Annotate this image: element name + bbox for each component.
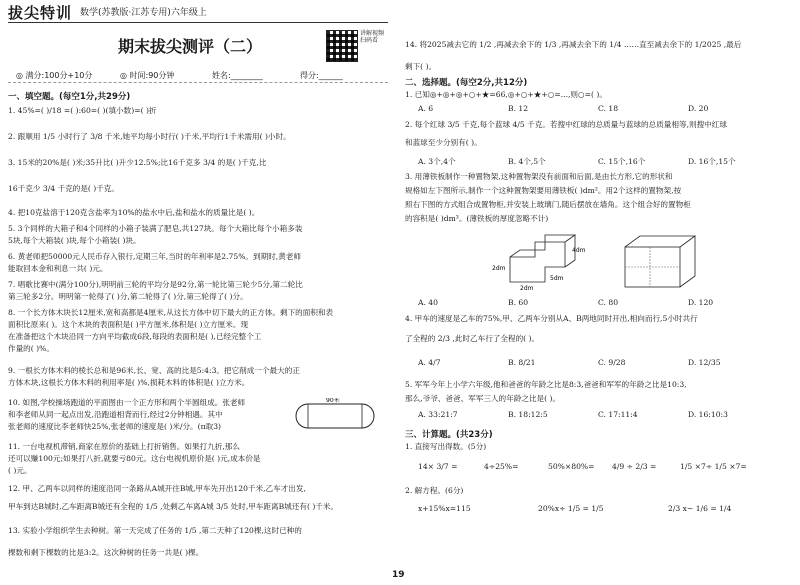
- page-number: 19: [392, 570, 405, 580]
- question-8c: 在准备把这个木块沿同一方向平均截成6段,每段的表面积是( ),已经完整个工: [8, 332, 262, 341]
- choice-2-b[interactable]: B. 4个,5个: [508, 157, 546, 166]
- question-12b: 甲车到达B城时,乙车距离B城还有全程的 1/5 ,处剩乙车离A城 3/5 处时,甲车距离B城还有( )千米。: [8, 502, 339, 511]
- question-8b: 面积比原来( )。这个木块的表面积是( )平方厘米,体积是( )立方厘米。现: [8, 320, 249, 329]
- choice-1-c[interactable]: C. 18: [598, 104, 619, 113]
- calc-1-item-2[interactable]: 4÷25%=: [484, 462, 519, 471]
- choice-3b: 规格如左下图所示,制作一个这种置物架要用薄铁板( )dm²。用2个这样的置物架,按: [405, 186, 682, 195]
- fig-label-2: 4dm: [572, 247, 586, 254]
- choice-5-a[interactable]: A. 33:21:7: [418, 410, 458, 419]
- equation-3[interactable]: 2/3 x− 1/6 = 1/4: [668, 504, 732, 513]
- question-4: 4. 把10克盐溶于120克含盐率为10%的盐水中后,盐和盐水的质量比是( )。: [8, 208, 260, 217]
- fig-label-4: 5dm: [550, 275, 564, 282]
- calc-2-title: 2. 解方程。(6分): [405, 486, 464, 495]
- question-11b: 还可以赚100元;如果打八折,就要亏80元。这台电视机原价是( )元,成本价是: [8, 454, 261, 463]
- brand-logo: 拔尖特训: [8, 4, 73, 22]
- choice-4b: 了全程的 2/3 ,此时乙车行了全程的( )。: [405, 334, 540, 343]
- choice-3-d[interactable]: D. 120: [688, 298, 714, 307]
- time-info: ◎ 时间:90分钟: [120, 71, 175, 80]
- choice-2b: 和蓝球至少分别有( )。: [405, 138, 482, 147]
- calc-1-item-4[interactable]: 4/9 ÷ 2/3 =: [612, 462, 657, 471]
- question-12a: 12. 甲、乙两车以同样的速度沿同一条路从A城开往B城,甲车先开出120千米,乙车才出发,: [8, 484, 306, 493]
- choice-5b: 那么,爷爷、爸爸、军军三人的年龄之比是( )。: [405, 394, 561, 403]
- qr-label: 讲解视频 扫码看: [360, 30, 385, 44]
- fig-label-1: 2dm: [492, 265, 506, 272]
- choice-5-c[interactable]: C. 17:11:4: [598, 410, 638, 419]
- question-8d: 作量的( )%。: [8, 344, 54, 353]
- choice-1: 1. 已知◎+◎+◎+○+★=66,◎+○+★+○=...,则○=( )。: [405, 90, 607, 99]
- question-13b: 棵数和剩下棵数的比是3:2。这次种树的任务一共是( )棵。: [8, 548, 204, 557]
- question-14a: 14. 将2025减去它的 1/2 ,再减去余下的 1/3 ,再减去余下的 1/4 ……直至减去余下的 1/2025 ,最后: [405, 40, 742, 49]
- choice-4a: 4. 甲车的速度是乙车的75%,甲、乙两车分别从A、B两地同时开出,相向而行,5小时共行: [405, 314, 698, 323]
- question-8a: 8. 一个长方体木块长12厘米,宽和高都是4厘米,从这长方体中切下最大的正方体。剩下的面积和表: [8, 308, 334, 317]
- choice-1-d[interactable]: D. 20: [688, 104, 709, 113]
- track-length-label: 90米: [326, 398, 340, 404]
- header-divider: [8, 22, 388, 23]
- calc-1-item-1[interactable]: 14× 3/7 =: [418, 462, 458, 471]
- choice-3-b[interactable]: B. 60: [508, 298, 529, 307]
- question-3b: 16千克少 3/4 千克的是( )千克。: [8, 184, 119, 193]
- question-5a: 5. 3个同样的大箱子和4个同样的小箱子装满了肥皂,共127块。每个大箱比每个小箱多装: [8, 224, 303, 233]
- choice-2-d[interactable]: D. 16个,15个: [688, 157, 736, 166]
- choice-1-a[interactable]: A. 6: [418, 104, 434, 113]
- question-6a: 6. 黄老师把50000元人民币存入银行,定期三年,当时的年利率是2.75%。到期时,黄老师: [8, 252, 301, 261]
- equation-2[interactable]: 20%x÷ 1/5 = 1/5: [538, 504, 604, 513]
- choice-1-b[interactable]: B. 12: [508, 104, 529, 113]
- page-title: 期末拔尖测评（二）: [118, 37, 263, 56]
- score-field[interactable]: 得分:______: [300, 71, 343, 80]
- section-calc: 三、计算题。(共23分): [405, 430, 493, 440]
- equation-1[interactable]: x+15%x=115: [418, 504, 471, 513]
- question-13a: 13. 实验小学组织学生去种树。第一天完成了任务的 1/5 ,第二天种了120棵,这时已种的: [8, 526, 302, 535]
- section-fill-blank: 一、填空题。(每空1分,共29分): [8, 92, 131, 102]
- calc-1-item-3[interactable]: 50%×80%=: [548, 462, 595, 471]
- choice-3a: 3. 用薄铁板制作一种置物架,这种置物架没有前面和后面,是由长方形,它的形状和: [405, 172, 673, 181]
- question-1: 1. 45%=( )/18 =( ):60=( )(填小数)=( )折: [8, 106, 157, 115]
- question-3a: 3. 15米的20%是( )米;35升比( )升少12.5%;比16千克多 3/4 的是( )千克,比: [8, 158, 267, 167]
- choice-3-a[interactable]: A. 40: [418, 298, 438, 307]
- choice-2-c[interactable]: C. 15个,16个: [598, 157, 646, 166]
- name-field[interactable]: 姓名:________: [212, 71, 263, 80]
- section-choice: 二、选择题。(每空2分,共12分): [405, 78, 528, 88]
- fig-label-3: 2dm: [520, 285, 534, 292]
- question-10a: 10. 如图,学校操场跑道的平面图由一个正方形和两个半圆组成。张老师: [8, 398, 246, 407]
- choice-4-d[interactable]: D. 12/35: [688, 358, 721, 367]
- question-5b: 5块,每个大箱装( )块,每个小箱装( )块。: [8, 236, 141, 245]
- choice-2a: 2. 每个红球 3/5 千克,每个蓝球 4/5 千克。若搜中红球的总质量与蓝球的总质量相等,则搜中红球: [405, 120, 727, 129]
- question-11c: ( )元。: [8, 466, 32, 475]
- choice-4-b[interactable]: B. 8/21: [508, 358, 536, 367]
- calc-1-title: 1. 直接写出得数。(5分): [405, 442, 487, 451]
- subject-label: 数学(苏教版·江苏专用)六年级上: [80, 8, 207, 18]
- choice-4-a[interactable]: A. 4/7: [418, 358, 441, 367]
- choice-5-d[interactable]: D. 16:10:3: [688, 410, 728, 419]
- calc-1-item-5[interactable]: 1/5 ×7÷ 1/5 ×7=: [680, 462, 747, 471]
- track-diagram: [290, 398, 380, 434]
- cabinet-figure: [620, 232, 700, 292]
- question-9b: 方体木块,这根长方体木料的利用率是( )%,损耗木料的体积是( )立方米。: [8, 378, 250, 387]
- choice-3c: 照右下图的方式组合成置物柜,并安装上玻璃门,随后摆放在墙角。这个组合好的置物柜: [405, 200, 691, 209]
- choice-3d: 的容积是( )dm³。(薄铁板的厚度忽略不计): [405, 214, 549, 223]
- question-9a: 9. 一根长方体木料的棱长总和是96米,长、宽、高的比是5:4:3。把它削成一个最大的正: [8, 366, 300, 375]
- question-6b: 能取回本金和利息一共( )元。: [8, 264, 108, 273]
- meta-divider: [8, 82, 388, 83]
- question-10c: 张老师的速度比李老师快25%,张老师的速度是( )米/分。(π取3): [8, 422, 221, 431]
- question-11a: 11. 一台电视机滞销,商家在原价的基础上打折销售。如果打九折,那么: [8, 442, 240, 451]
- score-info: ◎ 满分:100分+10分: [16, 71, 93, 80]
- choice-3-c[interactable]: C. 80: [598, 298, 619, 307]
- question-10b: 和李老师从同一起点出发,沿跑道相背而行,经过2分钟相遇。其中: [8, 410, 223, 419]
- shelf-figure: [490, 232, 590, 292]
- question-7a: 7. 唱歌比赛中(满分100分),明明前三轮的平均分是92分,第一轮比第三轮少5分,第二轮比: [8, 280, 303, 289]
- question-14b: 剩下( )。: [405, 62, 437, 71]
- choice-2-a[interactable]: A. 3个,4个: [418, 157, 456, 166]
- question-7b: 第三轮多2分。明明第一轮得了( )分,第二轮得了( )分,第三轮得了( )分。: [8, 292, 248, 301]
- question-2: 2. 跟顺用 1/5 小时行了 3/8 千米,她平均每小时行( )千米,平均行1千米需用( )小时。: [8, 132, 291, 141]
- choice-5-b[interactable]: B. 18:12:5: [508, 410, 548, 419]
- qr-code-icon[interactable]: [326, 30, 358, 62]
- choice-5a: 5. 军军今年上小学六年级,他和爸爸的年龄之比是8:3,爸爸和军军的年龄之比是10:3,: [405, 380, 687, 389]
- choice-4-c[interactable]: C. 9/28: [598, 358, 626, 367]
